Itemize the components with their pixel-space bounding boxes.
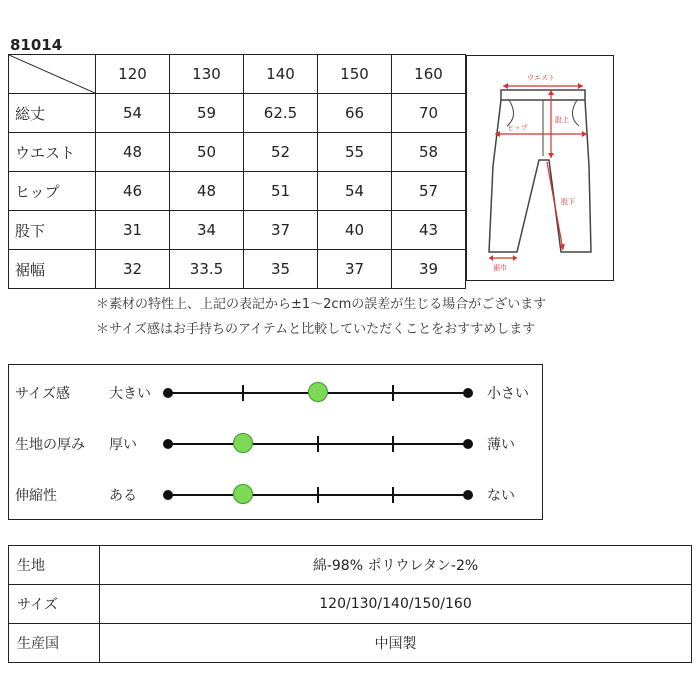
- size-row-waist: [9, 133, 466, 172]
- pants-diagram: [466, 55, 614, 281]
- scale-end-dot: [163, 439, 173, 449]
- size-cell: 50: [170, 133, 244, 172]
- size-cell: 40: [318, 211, 392, 250]
- scale-tick: [242, 385, 244, 401]
- spec-value: 中国製: [100, 624, 692, 663]
- feel-scale: [168, 443, 468, 445]
- row-label: 股下: [9, 211, 96, 250]
- note-line: ＊サイズ感はお手持ちのアイテムと比較していただくことをおすすめします: [96, 322, 536, 337]
- diagram-label-inseam: 股下: [561, 198, 575, 206]
- size-cell: 43: [392, 211, 466, 250]
- size-cell: 31: [96, 211, 170, 250]
- scale-tick: [317, 436, 319, 452]
- feel-row-stretch: [9, 483, 542, 507]
- row-label: 総丈: [9, 94, 96, 133]
- size-col-header: 160: [392, 55, 466, 94]
- spec-row-origin: [9, 624, 692, 663]
- size-col-header: 120: [96, 55, 170, 94]
- pants-illustration: [467, 56, 613, 280]
- size-cell: 37: [318, 250, 392, 289]
- spec-key: 生地: [9, 546, 100, 585]
- size-cell: 58: [392, 133, 466, 172]
- spec-key: 生産国: [9, 624, 100, 663]
- feel-right-label: 小さい: [487, 386, 529, 402]
- size-cell: 34: [170, 211, 244, 250]
- size-row-total-length: [9, 94, 466, 133]
- feel-label: サイズ感: [15, 386, 70, 402]
- product-code: 81014: [10, 36, 63, 54]
- scale-end-dot: [463, 490, 473, 500]
- scale-end-dot: [163, 490, 173, 500]
- note-line: ＊素材の特性上、上記の表記から±1～2cmの誤差が生じる場合がございます: [96, 297, 547, 312]
- size-cell: 48: [96, 133, 170, 172]
- diagram-label-rise: 股上: [555, 116, 569, 124]
- size-row-inseam: [9, 211, 466, 250]
- scale-tick: [317, 487, 319, 503]
- diagram-label-hem: 裾巾: [493, 264, 507, 272]
- feel-marker: [233, 484, 253, 504]
- scale-tick: [392, 436, 394, 452]
- row-label: ヒップ: [9, 172, 96, 211]
- feel-right-label: ない: [487, 488, 515, 504]
- scale-end-dot: [163, 388, 173, 398]
- size-cell: 54: [96, 94, 170, 133]
- size-cell: 35: [244, 250, 318, 289]
- size-cell: 37: [244, 211, 318, 250]
- size-cell: 33.5: [170, 250, 244, 289]
- size-cell: 46: [96, 172, 170, 211]
- size-cell: 59: [170, 94, 244, 133]
- feel-row-size: [9, 381, 542, 405]
- spec-value: 120/130/140/150/160: [100, 585, 692, 624]
- feel-label: 伸縮性: [15, 488, 57, 504]
- size-cell: 52: [244, 133, 318, 172]
- spec-row-fabric: [9, 546, 692, 585]
- size-cell: 70: [392, 94, 466, 133]
- row-label: ウエスト: [9, 133, 96, 172]
- feel-label: 生地の厚み: [15, 437, 85, 453]
- size-row-hem-width: [9, 250, 466, 289]
- size-cell: 66: [318, 94, 392, 133]
- feel-right-label: 薄い: [487, 437, 515, 453]
- size-col-header: 130: [170, 55, 244, 94]
- size-header-row: [9, 55, 466, 94]
- spec-table: [8, 545, 692, 663]
- feel-scale: [168, 494, 468, 496]
- size-cell: 32: [96, 250, 170, 289]
- size-cell: 62.5: [244, 94, 318, 133]
- spec-row-size: [9, 585, 692, 624]
- scale-end-dot: [463, 388, 473, 398]
- feel-row-thickness: [9, 432, 542, 456]
- size-cell: 54: [318, 172, 392, 211]
- size-table: [8, 54, 466, 289]
- size-cell: 57: [392, 172, 466, 211]
- spec-key: サイズ: [9, 585, 100, 624]
- feel-left-label: ある: [109, 488, 137, 504]
- feel-marker: [233, 433, 253, 453]
- size-cell: 48: [170, 172, 244, 211]
- feel-scale: [168, 392, 468, 394]
- size-col-header: 150: [318, 55, 392, 94]
- spec-value: 綿-98% ポリウレタン-2%: [100, 546, 692, 585]
- notes: [96, 292, 546, 342]
- size-cell: 39: [392, 250, 466, 289]
- scale-end-dot: [463, 439, 473, 449]
- row-label: 裾幅: [9, 250, 96, 289]
- diagram-label-hip: ヒップ: [507, 124, 528, 132]
- scale-tick: [392, 385, 394, 401]
- diagram-label-waist: ウエスト: [527, 74, 555, 82]
- feel-chart: [8, 364, 543, 520]
- feel-left-label: 大きい: [109, 386, 151, 402]
- size-cell: 55: [318, 133, 392, 172]
- size-col-header: 140: [244, 55, 318, 94]
- size-cell: 51: [244, 172, 318, 211]
- feel-left-label: 厚い: [109, 437, 137, 453]
- corner-cell: [9, 55, 96, 94]
- corner-diagonal: [9, 55, 95, 93]
- feel-marker: [308, 382, 328, 402]
- size-row-hip: [9, 172, 466, 211]
- scale-tick: [392, 487, 394, 503]
